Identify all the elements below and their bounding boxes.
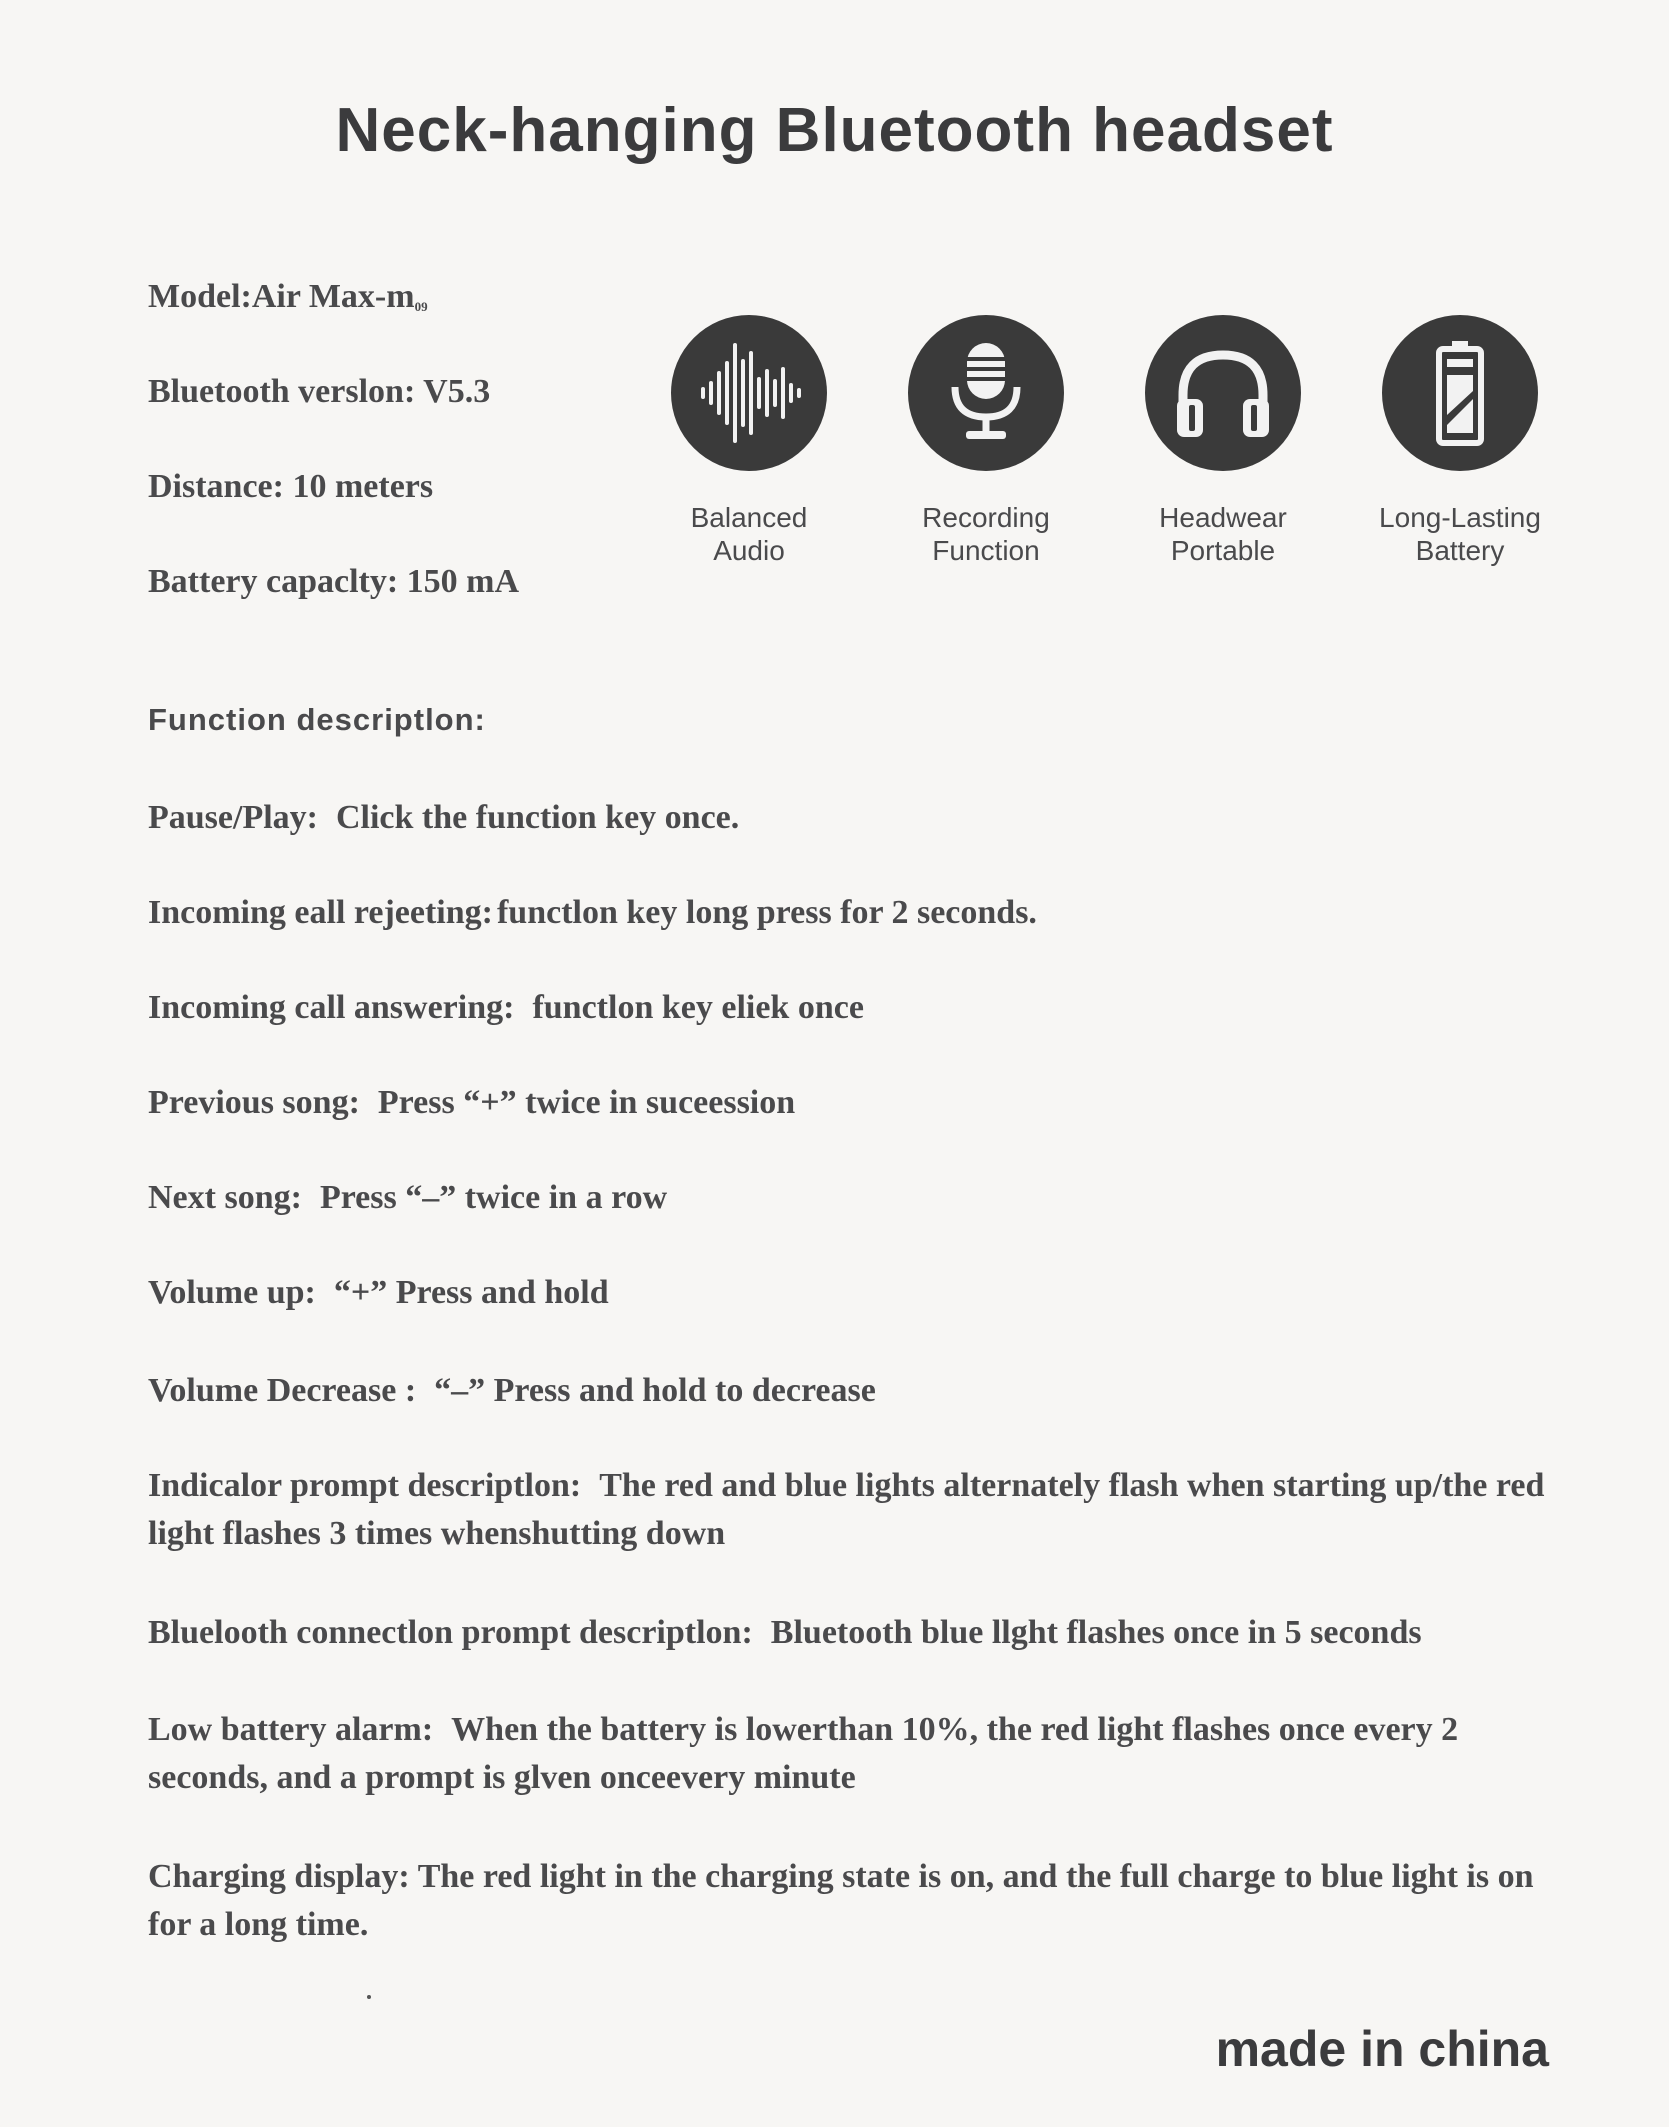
function-low-battery-alarm [148, 1706, 1568, 1802]
function-text: Click the function key once. [335, 799, 740, 836]
feature-label [871, 501, 1101, 567]
feature-label [634, 501, 864, 567]
spec-model [148, 278, 428, 316]
function-key: Charging display: [148, 1858, 410, 1895]
feature-label [1345, 501, 1575, 567]
function-pause-play [148, 794, 1568, 842]
spec-distance: Distance: 10 meters [148, 468, 434, 505]
battery-icon [1382, 315, 1538, 471]
sound-wave-icon [671, 315, 827, 471]
function-bluetooth-connection-prompt [148, 1609, 1568, 1657]
spec-battery-capacity: Battery capaclty: 150 mA [148, 563, 520, 600]
feature-label-line1: Balanced [690, 502, 808, 533]
feature-label-line1: Headwear [1159, 502, 1287, 533]
function-key: Indicalor prompt descriptlon: [148, 1467, 582, 1504]
feature-headwear-portable [1108, 315, 1338, 567]
microphone-icon [908, 315, 1064, 471]
function-key: Low battery alarm: [148, 1711, 434, 1748]
feature-label-line2: Portable [1170, 535, 1276, 566]
feature-label-line2: Audio [713, 535, 785, 566]
function-text: The red light in the charging state is on, and the full charge to blue light is on for a long time. [148, 1858, 1534, 1943]
feature-label-line1: Recording [922, 502, 1050, 533]
function-volume-decrease [148, 1367, 1568, 1415]
function-key: Pause/Play: [148, 799, 318, 836]
function-key: Incoming call answering: [148, 989, 515, 1026]
feature-label [1108, 501, 1338, 567]
function-key: Next song: [148, 1179, 302, 1216]
function-text: “–” Press and hold to decrease [434, 1372, 876, 1409]
spec-model-text: Model:Air Max-m [148, 278, 415, 315]
function-indicator-prompt [148, 1462, 1568, 1558]
feature-label-line1: Long-Lasting [1379, 502, 1541, 533]
function-next-song [148, 1174, 1568, 1222]
headphones-icon [1145, 315, 1301, 471]
feature-recording-function [871, 315, 1101, 567]
function-volume-up [148, 1269, 1568, 1317]
function-charging-display [148, 1853, 1568, 1949]
function-call-answering [148, 984, 1568, 1032]
function-key: Bluelooth connectlon prompt descriptlon: [148, 1614, 753, 1651]
function-text: Press “–” twice in a row [319, 1179, 668, 1216]
made-in-label: made in china [1215, 2021, 1549, 2077]
speck-mark [367, 1995, 371, 1999]
function-call-rejecting [148, 889, 1568, 937]
function-key: Volume Decrease : [148, 1372, 417, 1409]
feature-long-lasting-battery [1345, 315, 1575, 567]
function-key: Incoming eall rejeeting: [148, 894, 493, 931]
function-text: functlon key long press for 2 seconds. [496, 894, 1037, 931]
function-text: Press “+” twice in suceession [377, 1084, 796, 1121]
function-text: When the battery is lowerthan 10%, the red light flashes once every 2 seconds, and a prompt is glven onceevery minute [148, 1711, 1459, 1796]
function-text: functlon key eliek once [532, 989, 864, 1026]
function-key: Volume up: [148, 1274, 316, 1311]
function-text: “+” Press and hold [333, 1274, 609, 1311]
feature-label-line2: Function [932, 535, 1040, 566]
document-title: Neck-hanging Bluetooth headset [335, 96, 1334, 165]
feature-balanced-audio [634, 315, 864, 567]
function-description-heading: Function descriptlon: [148, 702, 486, 737]
function-key: Previous song: [148, 1084, 360, 1121]
feature-label-line2: Battery [1415, 535, 1505, 566]
function-text: The red and blue lights alternately flash when starting up/the red light flashes 3 times whenshutting down [148, 1467, 1545, 1552]
spec-bluetooth-version: Bluetooth verslon: V5.3 [148, 373, 491, 410]
function-text: Bluetooth blue llght flashes once in 5 seconds [770, 1614, 1422, 1651]
function-previous-song [148, 1079, 1568, 1127]
spec-model-subscript: 09 [414, 299, 428, 314]
